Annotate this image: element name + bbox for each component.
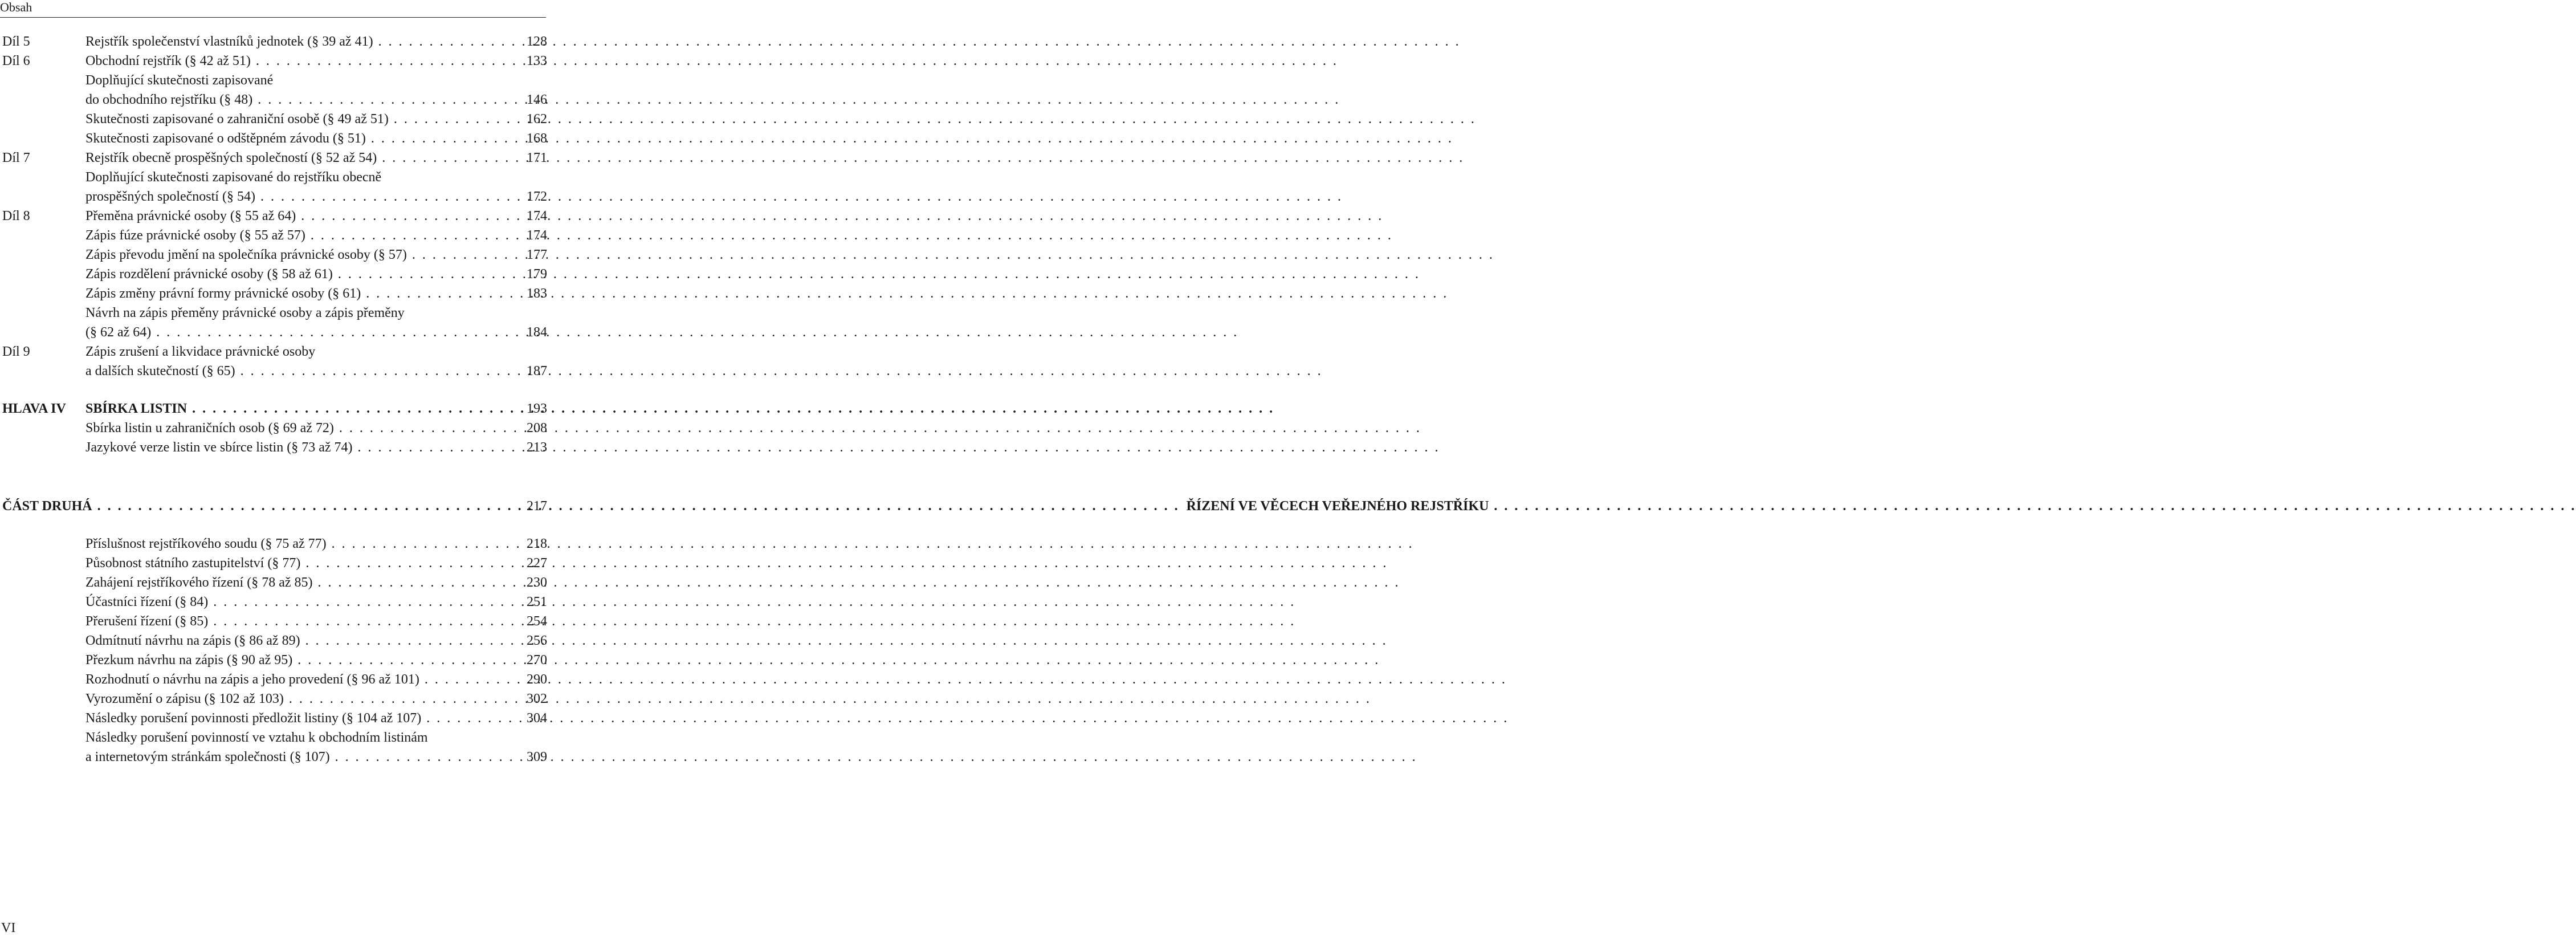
toc-page-number: 177 <box>527 247 547 262</box>
toc-page-number: 184 <box>527 325 547 340</box>
toc-entry-title: Skutečnosti zapisované o zahraniční osobě (§ 49 až 51) . . . <box>85 112 1476 127</box>
toc-entry-title: Zápis změny právní formy právnické osoby (§ 61) . . . <box>85 286 1448 301</box>
toc-entry[interactable] <box>85 148 504 168</box>
toc-entry[interactable] <box>85 167 504 188</box>
toc-entry[interactable] <box>85 322 504 343</box>
toc-row <box>0 264 547 284</box>
toc-page-number: 133 <box>527 54 547 68</box>
toc-page-number: 304 <box>527 711 547 726</box>
toc-entry-title: Jazykové verze listin ve sbírce listin (§ 73 až 74) . . . <box>85 440 1440 455</box>
toc-part-label: Díl 5 <box>2 34 30 49</box>
toc-entry-title: Doplňující skutečnosti zapisované do rejstříku obecně <box>85 170 382 185</box>
toc-part-label: Díl 7 <box>2 150 30 165</box>
toc-page-number: 187 <box>527 364 547 379</box>
toc-page-number: 217 <box>527 499 547 514</box>
toc-entry-title: Doplňující skutečnosti zapisované <box>85 73 274 88</box>
toc-row <box>0 669 547 690</box>
toc-row <box>0 534 547 554</box>
toc-page-number: 302 <box>527 691 547 706</box>
toc-page-number: 251 <box>527 595 547 609</box>
toc-page-number: 254 <box>527 614 547 629</box>
toc-row <box>0 650 547 670</box>
toc-page-number: 193 <box>527 401 547 416</box>
toc-entry[interactable] <box>85 31 504 52</box>
toc-page-number: 146 <box>527 92 547 107</box>
toc-entry[interactable] <box>85 89 504 110</box>
toc-page-number: 172 <box>527 189 547 204</box>
toc-row <box>0 245 547 265</box>
toc-entry-title: Následky porušení povinnosti předložit listiny (§ 104 až 107) . . . <box>85 711 1509 726</box>
toc-entry-title: prospěšných společností (§ 54) . . . <box>85 189 1343 204</box>
toc-entry-title: Vyrozumění o zápisu (§ 102 až 103) . . . <box>85 691 1371 706</box>
toc-row <box>0 109 547 129</box>
toc-row <box>0 225 547 246</box>
toc-row <box>0 418 547 438</box>
toc-row <box>0 398 547 419</box>
toc-entry[interactable] <box>85 747 504 767</box>
toc-page-number: 179 <box>527 267 547 282</box>
toc-entry-title: Zápis zrušení a likvidace právnické osoby <box>85 344 316 359</box>
toc-page-number: 168 <box>527 131 547 146</box>
toc-entry[interactable] <box>85 186 504 207</box>
toc-row <box>0 592 547 612</box>
toc-row <box>0 167 547 188</box>
toc-entry-title: do obchodního rejstříku (§ 48) . . . <box>85 92 1340 107</box>
toc-entry[interactable] <box>85 630 504 651</box>
toc-entry-title: a dalších skutečností (§ 65) . . . <box>85 364 1323 379</box>
toc-chapter-title: SBÍRKA LISTIN . . . <box>85 401 1274 416</box>
toc-row <box>0 630 547 651</box>
toc-part-label: Díl 8 <box>2 209 30 223</box>
toc-entry-title: Následky porušení povinností ve vztahu k obchodním listinám <box>85 730 428 745</box>
toc-row <box>0 31 547 52</box>
toc-entry-title: Rejstřík obecně prospěšných společností (§ 52 až 54) . . . <box>85 150 1464 165</box>
toc-entry[interactable] <box>85 341 504 362</box>
toc-row <box>0 322 547 343</box>
toc-chapter-label: HLAVA IV <box>2 401 66 416</box>
toc-entry[interactable] <box>85 437 504 458</box>
toc-row <box>0 51 547 71</box>
toc-page-number: 218 <box>527 536 547 551</box>
toc-entry-title: Odmítnutí návrhu na zápis (§ 86 až 89) . . . <box>85 633 1388 648</box>
page-number-footer: VI <box>1 921 16 935</box>
toc-entry-title: Přerušení řízení (§ 85) . . . <box>85 614 1295 629</box>
toc-entry[interactable] <box>85 689 504 709</box>
toc-entry[interactable] <box>85 553 504 573</box>
toc-entry[interactable] <box>85 592 504 612</box>
toc-entry-title: (§ 62 až 64) . . . <box>85 325 1238 340</box>
toc-row <box>0 283 547 304</box>
toc-entry[interactable] <box>85 398 504 419</box>
toc-entry[interactable] <box>85 669 504 690</box>
toc-page-number: 174 <box>527 209 547 223</box>
toc-page-number: 213 <box>527 440 547 455</box>
toc-entry-title: Návrh na zápis přeměny právnické osoby a zápis přeměny <box>85 306 405 320</box>
toc-entry[interactable] <box>85 225 504 246</box>
toc-row <box>0 206 547 226</box>
toc-entry-title: Účastníci řízení (§ 84) . . . <box>85 595 1295 609</box>
toc-row <box>0 553 547 573</box>
toc-entry[interactable] <box>85 418 504 438</box>
toc-entry-title: Obchodní rejstřík (§ 42 až 51) . . . <box>85 54 1338 68</box>
toc-row <box>0 148 547 168</box>
toc-part-row <box>0 496 1489 516</box>
toc-entry[interactable] <box>85 361 504 381</box>
toc-entry[interactable] <box>85 264 504 284</box>
toc-entry-title: Příslušnost rejstříkového soudu (§ 75 až 77) . . . <box>85 536 1414 551</box>
toc-row <box>0 708 547 729</box>
toc-row <box>0 128 547 149</box>
toc-entry[interactable] <box>85 534 504 554</box>
toc-row <box>0 303 547 323</box>
toc-entry-title: a internetovým stránkám společnosti (§ 107) . . . <box>85 750 1417 764</box>
toc-entry[interactable] <box>85 51 504 71</box>
toc-page-number: 174 <box>527 228 547 243</box>
toc-entry-title: Skutečnosti zapisované o odštěpném závodu (§ 51) . . . <box>85 131 1453 146</box>
toc-entry-title: Přeměna právnické osoby (§ 55 až 64) . . . <box>85 209 1383 223</box>
toc-page-number: 171 <box>527 150 547 165</box>
header-divider <box>0 17 546 18</box>
toc-entry[interactable] <box>85 303 504 323</box>
toc-entry[interactable] <box>85 109 504 129</box>
toc-page-number: 128 <box>527 34 547 49</box>
toc-row <box>0 437 547 458</box>
toc-entry[interactable] <box>85 206 504 226</box>
toc-page-number: 230 <box>527 575 547 590</box>
toc-page-number: 162 <box>527 112 547 127</box>
toc-page-number: 208 <box>527 421 547 436</box>
toc-entry[interactable] <box>85 283 504 304</box>
toc-row <box>0 89 547 110</box>
toc-part-heading-label: ČÁST DRUHÁ . . . <box>2 499 1180 514</box>
toc-entry-title: Zahájení rejstříkového řízení (§ 78 až 85) . . . <box>85 575 1400 590</box>
toc-row <box>0 727 547 748</box>
toc-part-heading-title: ŘÍZENÍ VE VĚCECH VEŘEJNÉHO REJSTŘÍKU . . . <box>1187 499 2576 514</box>
toc-entry-title: Působnost státního zastupitelství (§ 77) . . . <box>85 556 1388 571</box>
toc-row <box>0 572 547 593</box>
toc-row <box>0 611 547 632</box>
toc-row <box>0 689 547 709</box>
toc-entry[interactable] <box>85 128 504 149</box>
toc-entry[interactable] <box>85 572 504 593</box>
toc-entry[interactable] <box>85 708 504 729</box>
toc-entry-title: Zápis fúze právnické osoby (§ 55 až 57) . . . <box>85 228 1393 243</box>
toc-page-number: 309 <box>527 750 547 764</box>
toc-row <box>0 747 547 767</box>
toc-row <box>0 341 547 362</box>
toc-entry[interactable] <box>85 70 504 91</box>
toc-part-label: Díl 9 <box>2 344 30 359</box>
toc-page-number: 183 <box>527 286 547 301</box>
toc-page-number: 227 <box>527 556 547 571</box>
toc-page-number: 290 <box>527 672 547 687</box>
toc-entry-title: Rozhodnutí o návrhu na zápis a jeho provedení (§ 96 až 101) . . . <box>85 672 1507 687</box>
toc-entry[interactable] <box>85 245 504 265</box>
toc-part-label: Díl 6 <box>2 54 30 68</box>
toc-row <box>0 186 547 207</box>
toc-row <box>0 70 547 91</box>
toc-entry[interactable] <box>85 611 504 632</box>
toc-entry-title: Sbírka listin u zahraničních osob (§ 69 až 72) . . . <box>85 421 1421 436</box>
toc-row <box>0 361 547 381</box>
toc-entry-title: Zápis rozdělení právnické osoby (§ 58 až 61) . . . <box>85 267 1420 282</box>
toc-entry[interactable] <box>85 650 504 670</box>
header-title: Obsah <box>0 0 32 14</box>
toc-page-number: 270 <box>527 653 547 668</box>
toc-entry-title: Přezkum návrhu na zápis (§ 90 až 95) . . . <box>85 653 1380 668</box>
toc-page-number: 256 <box>527 633 547 648</box>
toc-entry-title: Rejstřík společenství vlastníků jednotek (§ 39 až 41) . . . <box>85 34 1461 49</box>
toc-entry[interactable] <box>85 727 504 748</box>
toc-entry-title: Zápis převodu jmění na společníka právnické osoby (§ 57) . . . <box>85 247 1494 262</box>
